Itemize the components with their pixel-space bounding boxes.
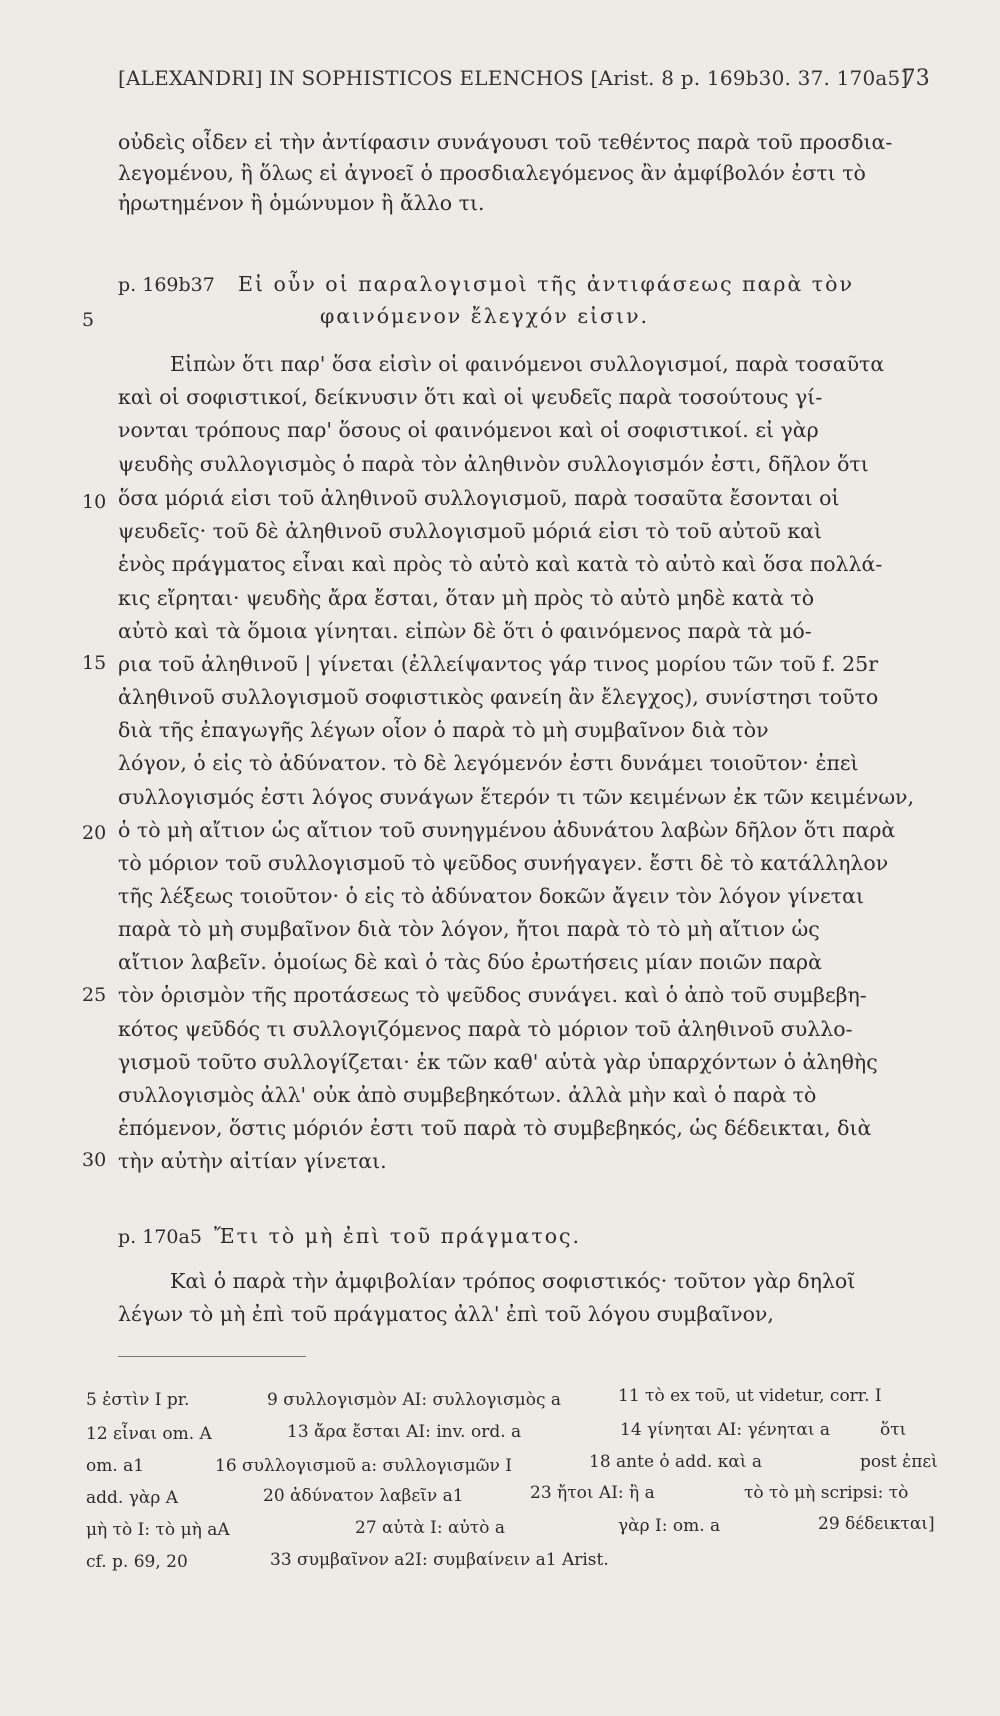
text-line: ἀληθινοῦ συλλογισμοῦ σοφιστικὸς φανείη ἂν ἔλεγχος), συνίστησι τοῦτο bbox=[118, 685, 879, 709]
lemma-heading: Ἔτι τὸ μὴ ἐπὶ τοῦ πράγματος. bbox=[214, 1224, 582, 1248]
apparatus-entry: 18 ante ὁ add. καὶ a bbox=[589, 1452, 763, 1472]
text-line: αὐτὸ καὶ τὰ ὅμοια γίνηται. εἰπὼν δὲ ὅτι ὁ φαινόμενος παρὰ τὰ μό- bbox=[118, 619, 812, 643]
text-line: ὅσα μόριά εἰσι τοῦ ἀληθινοῦ συλλογισμοῦ, παρὰ τοσαῦτα ἔσονται οἱ bbox=[118, 486, 840, 510]
line-number: 20 bbox=[82, 822, 107, 844]
apparatus-entry: 33 συμβαῖνον a2I: συμβαίνειν a1 Arist. bbox=[270, 1550, 609, 1570]
text-line: παρὰ τὸ μὴ συμβαῖνον διὰ τὸν λόγον, ἤτοι παρὰ τὸ τὸ μὴ αἴτιον ὡς bbox=[118, 917, 820, 941]
apparatus-entry: 13 ἄρα ἔσται AI: inv. ord. a bbox=[287, 1422, 522, 1442]
text-line: ρια τοῦ ἀληθινοῦ | γίνεται (ἐλλείψαντος γάρ τινος μορίου τῶν τοῦ f. 25r bbox=[118, 652, 879, 676]
text-line: κις εἴρηται· ψευδὴς ἄρα ἔσται, ὅταν μὴ πρὸς τὸ αὐτὸ μηδὲ κατὰ τὸ bbox=[118, 586, 815, 610]
text-line: ἑπόμενον, ὅστις μόριόν ἐστι τοῦ παρὰ τὸ συμβεβηκός, ὡς δέδεικται, διὰ bbox=[118, 1116, 872, 1140]
apparatus-entry: τὸ τὸ μὴ scripsi: τὸ bbox=[744, 1483, 909, 1503]
text-line: κότος ψεῦδός τι συλλογιζόμενος παρὰ τὸ μόριον τοῦ ἀληθινοῦ συλλο- bbox=[118, 1017, 853, 1041]
apparatus-entry: cf. p. 69, 20 bbox=[86, 1552, 188, 1572]
apparatus-entry: 27 αὐτὰ I: αὐτὸ a bbox=[355, 1518, 505, 1538]
footnote-divider bbox=[118, 1356, 306, 1357]
lemma-reference: p. 169b37 bbox=[118, 274, 215, 296]
text-line: νονται τρόπους παρ' ὅσους οἱ φαινόμενοι καὶ οἱ σοφιστικοί. εἰ γὰρ bbox=[118, 418, 819, 442]
apparatus-entry: 9 συλλογισμὸν AI: συλλογισμὸς a bbox=[267, 1390, 562, 1410]
apparatus-entry: ὅτι bbox=[880, 1420, 907, 1440]
apparatus-entry: 16 συλλογισμοῦ a: συλλογισμῶν I bbox=[215, 1456, 512, 1476]
page-header bbox=[118, 66, 930, 90]
text-line: λέγων τὸ μὴ ἐπὶ τοῦ πράγματος ἀλλ' ἐπὶ τοῦ λόγου συμβαῖνον, bbox=[118, 1302, 774, 1326]
apparatus-entry: μὴ τὸ I: τὸ μὴ aA bbox=[86, 1520, 230, 1540]
lemma-heading: φαινόμενον ἔλεγχόν εἰσιν. bbox=[320, 304, 650, 328]
text-line: οὐδεὶς οἶδεν εἰ τὴν ἀντίφασιν συνάγουσι τοῦ τεθέντος παρὰ τοῦ προσδια- bbox=[118, 130, 893, 154]
page-number: 73 bbox=[901, 66, 930, 91]
text-line: λόγον, ὁ εἰς τὸ ἀδύνατον. τὸ δὲ λεγόμενόν ἐστι δυνάμει τοιοῦτον· ἐπεὶ bbox=[118, 751, 859, 775]
text-line: τὸ μόριον τοῦ συλλογισμοῦ τὸ ψεῦδος συνήγαγεν. ἔστι δὲ τὸ κατάλληλον bbox=[118, 851, 889, 875]
apparatus-entry: 5 ἐστὶν I pr. bbox=[86, 1390, 190, 1410]
text-line: ψευδεῖς· τοῦ δὲ ἀληθινοῦ συλλογισμοῦ μόριά εἰσι τὸ τοῦ αὐτοῦ καὶ bbox=[118, 519, 823, 543]
text-line: ἑνὸς πράγματος εἶναι καὶ πρὸς τὸ αὐτὸ καὶ κατὰ τὸ αὐτὸ καὶ ὅσα πολλά- bbox=[118, 552, 883, 576]
apparatus-entry: 20 ἀδύνατον λαβεῖν a1 bbox=[263, 1486, 464, 1506]
text-line: συλλογισμὸς ἀλλ' οὐκ ἀπὸ συμβεβηκότων. ἀλλὰ μὴν καὶ ὁ παρὰ τὸ bbox=[118, 1083, 817, 1107]
text-line: ψευδὴς συλλογισμὸς ὁ παρὰ τὸν ἀληθινὸν συλλογισμόν ἐστι, δῆλον ὅτι bbox=[118, 452, 869, 476]
text-line: λεγομένου, ἢ ὅλως εἰ ἀγνοεῖ ὁ προσδιαλεγόμενος ἂν ἀμφίβολόν ἐστι τὸ bbox=[118, 161, 866, 185]
apparatus-entry: om. a1 bbox=[86, 1456, 145, 1476]
line-number: 15 bbox=[82, 652, 107, 674]
apparatus-entry: add. γὰρ A bbox=[86, 1488, 179, 1508]
text-line: διὰ τῆς ἐπαγωγῆς λέγων οἷον ὁ παρὰ τὸ μὴ συμβαῖνον διὰ τὸν bbox=[118, 718, 769, 742]
text-line: γισμοῦ τοῦτο συλλογίζεται· ἐκ τῶν καθ' αὑτὰ γὰρ ὑπαρχόντων ὁ ἀληθὴς bbox=[118, 1050, 878, 1074]
running-title: [ALEXANDRI] IN SOPHISTICOS ELENCHOS [Arist. 8 p. 169b30. 37. 170a5] bbox=[118, 66, 909, 90]
line-number: 25 bbox=[82, 984, 107, 1006]
lemma-reference: p. 170a5 bbox=[118, 1226, 202, 1248]
text-line: αἴτιον λαβεῖν. ὁμοίως δὲ καὶ ὁ τὰς δύο ἐρωτήσεις μίαν ποιῶν παρὰ bbox=[118, 950, 822, 974]
text-line: τῆς λέξεως τοιοῦτον· ὁ εἰς τὸ ἀδύνατον δοκῶν ἄγειν τὸν λόγον γίνεται bbox=[118, 884, 864, 908]
apparatus-entry: 14 γίνηται AI: γένηται a bbox=[620, 1420, 831, 1440]
apparatus-entry: 11 τὸ ex τοῦ, ut videtur, corr. I bbox=[618, 1386, 882, 1406]
apparatus-entry: 29 δέδεικται] bbox=[818, 1514, 935, 1534]
line-number: 5 bbox=[82, 309, 95, 331]
lemma-heading: Εἰ οὖν οἱ παραλογισμοὶ τῆς ἀντιφάσεως παρὰ τὸν bbox=[238, 272, 854, 296]
text-line: Εἰπὼν ὅτι παρ' ὅσα εἰσὶν οἱ φαινόμενοι συλλογισμοί, παρὰ τοσαῦτα bbox=[170, 352, 885, 376]
apparatus-entry: 12 εἶναι om. A bbox=[86, 1424, 212, 1444]
apparatus-entry: γὰρ I: om. a bbox=[618, 1516, 721, 1536]
apparatus-entry: post ἐπεὶ bbox=[860, 1452, 938, 1472]
text-line: τὴν αὐτὴν αἰτίαν γίνεται. bbox=[118, 1149, 387, 1173]
text-line: τὸν ὁρισμὸν τῆς προτάσεως τὸ ψεῦδος συνάγει. καὶ ὁ ἀπὸ τοῦ συμβεβη- bbox=[118, 983, 867, 1007]
line-number: 10 bbox=[82, 491, 107, 513]
line-number: 30 bbox=[82, 1149, 107, 1171]
text-line: ἠρωτημένον ἢ ὁμώνυμον ἢ ἄλλο τι. bbox=[118, 191, 485, 215]
text-line: ὁ τὸ μὴ αἴτιον ὡς αἴτιον τοῦ συνηγμένου ἀδυνάτου λαβὼν δῆλον ὅτι παρὰ bbox=[118, 818, 896, 842]
apparatus-entry: 23 ἤτοι AI: ἢ a bbox=[530, 1483, 655, 1503]
text-line: Καὶ ὁ παρὰ τὴν ἀμφιβολίαν τρόπος σοφιστικός· τοῦτον γὰρ δηλοῖ bbox=[170, 1269, 856, 1293]
text-line: συλλογισμός ἐστι λόγος συνάγων ἕτερόν τι τῶν κειμένων ἐκ τῶν κειμένων, bbox=[118, 785, 915, 809]
text-line: καὶ οἱ σοφιστικοί, δείκνυσιν ὅτι καὶ οἱ ψευδεῖς παρὰ τοσούτους γί- bbox=[118, 385, 823, 409]
